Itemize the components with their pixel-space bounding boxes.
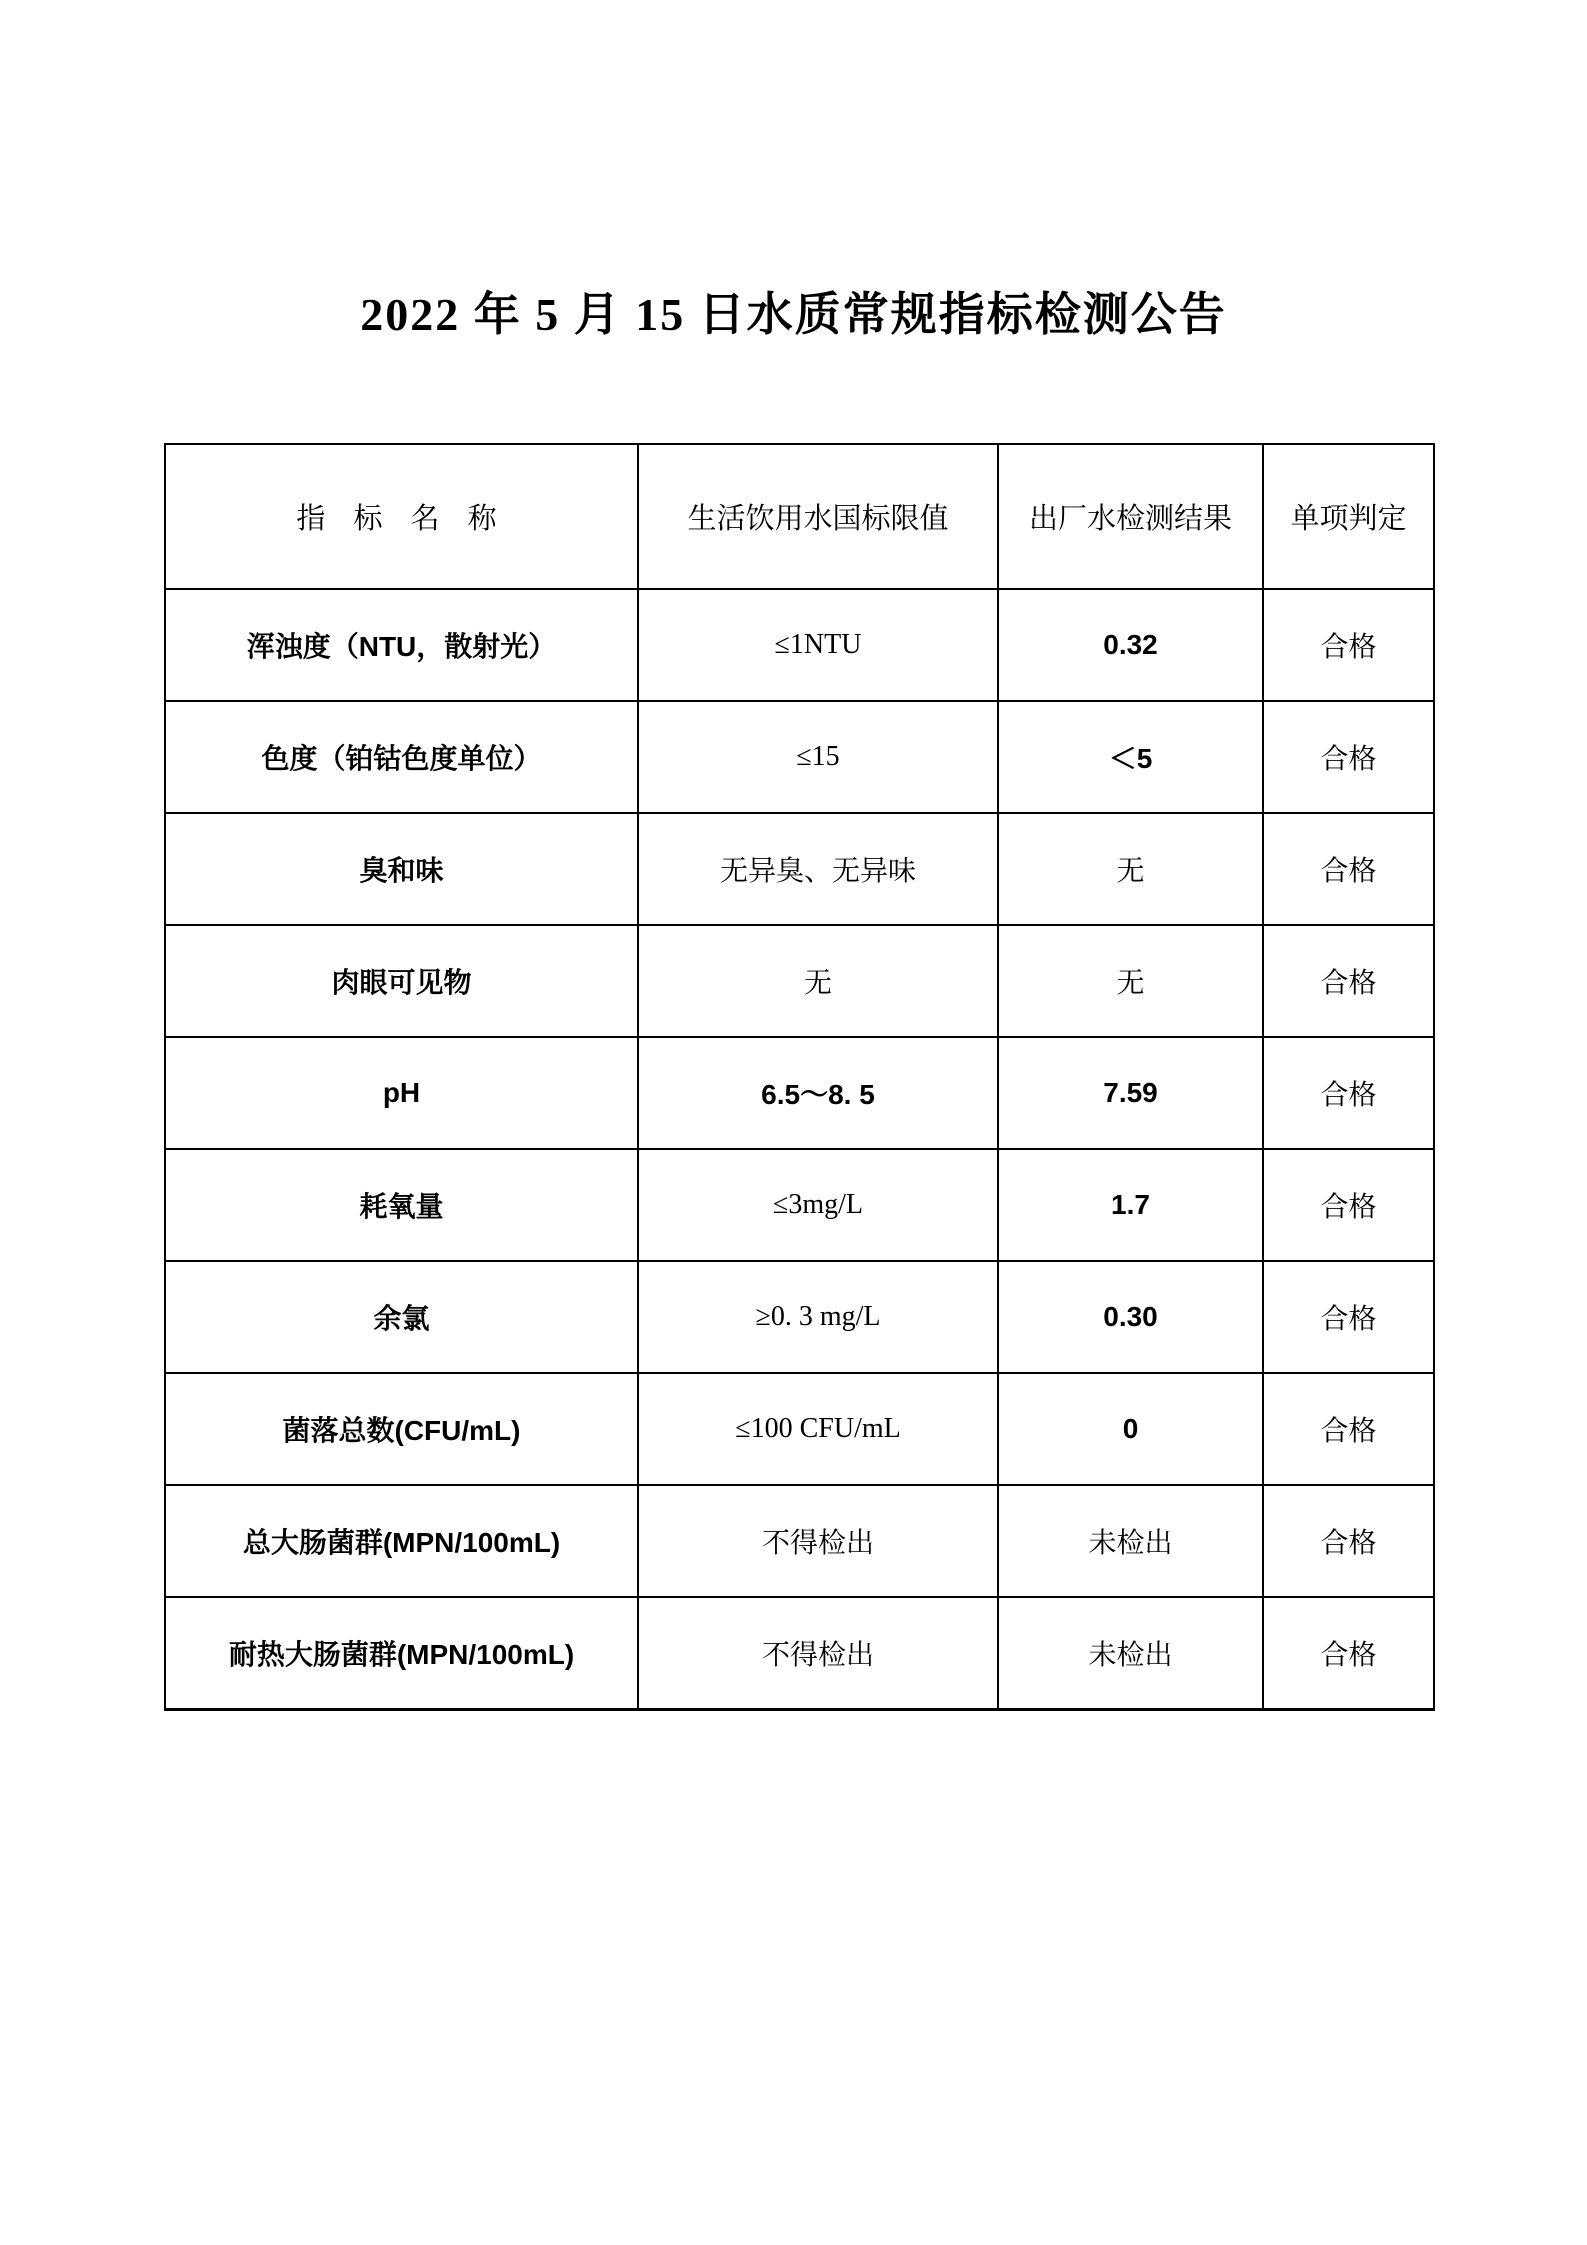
- table-row: [165, 701, 1434, 813]
- cell-verdict: 合格: [1263, 1597, 1434, 1710]
- cell-result: 7.59: [998, 1037, 1263, 1149]
- cell-verdict: 合格: [1263, 701, 1434, 813]
- cell-result: 无: [998, 925, 1263, 1037]
- cell-indicator: 浑浊度（NTU，散射光）: [165, 589, 638, 701]
- cell-limit: ≤1NTU: [638, 589, 998, 701]
- cell-limit: 不得检出: [638, 1597, 998, 1710]
- cell-limit: 6.5～8. 5: [638, 1037, 998, 1149]
- cell-limit: ≤3mg/L: [638, 1149, 998, 1261]
- cell-verdict: 合格: [1263, 1149, 1434, 1261]
- table-row: [165, 1485, 1434, 1597]
- page-title: 2022 年 5 月 15 日水质常规指标检测公告: [360, 289, 1227, 340]
- cell-limit: ≥0. 3 mg/L: [638, 1261, 998, 1373]
- cell-verdict: 合格: [1263, 1261, 1434, 1373]
- cell-indicator: 耗氧量: [165, 1149, 638, 1261]
- cell-result: 0.32: [998, 589, 1263, 701]
- cell-result: 未检出: [998, 1597, 1263, 1710]
- cell-result: 0: [998, 1373, 1263, 1485]
- cell-limit: 无: [638, 925, 998, 1037]
- cell-indicator: 余氯: [165, 1261, 638, 1373]
- cell-limit: 无异臭、无异味: [638, 813, 998, 925]
- cell-result: 1.7: [998, 1149, 1263, 1261]
- cell-indicator: 耐热大肠菌群(MPN/100mL): [165, 1597, 638, 1710]
- column-header-result: 出厂水检测结果: [998, 444, 1263, 589]
- table-row: [165, 925, 1434, 1037]
- cell-indicator: 菌落总数(CFU/mL): [165, 1373, 638, 1485]
- cell-verdict: 合格: [1263, 1373, 1434, 1485]
- cell-result: 无: [998, 813, 1263, 925]
- water-quality-table: [164, 443, 1435, 1711]
- cell-indicator: 色度（铂钴色度单位）: [165, 701, 638, 813]
- cell-limit: 不得检出: [638, 1485, 998, 1597]
- cell-verdict: 合格: [1263, 813, 1434, 925]
- cell-result: 未检出: [998, 1485, 1263, 1597]
- cell-indicator: 臭和味: [165, 813, 638, 925]
- cell-result: 0.30: [998, 1261, 1263, 1373]
- cell-verdict: 合格: [1263, 925, 1434, 1037]
- cell-limit: ≤100 CFU/mL: [638, 1373, 998, 1485]
- column-header-limit: 生活饮用水国标限值: [638, 444, 998, 589]
- cell-limit: ≤15: [638, 701, 998, 813]
- table-header-row: [165, 444, 1434, 589]
- cell-result: ＜5: [998, 701, 1263, 813]
- table-row: [165, 1037, 1434, 1149]
- table-row: [165, 1149, 1434, 1261]
- cell-verdict: 合格: [1263, 589, 1434, 701]
- cell-verdict: 合格: [1263, 1485, 1434, 1597]
- cell-indicator: pH: [165, 1037, 638, 1149]
- cell-indicator: 肉眼可见物: [165, 925, 638, 1037]
- cell-verdict: 合格: [1263, 1037, 1434, 1149]
- table-row: [165, 1261, 1434, 1373]
- table-row: [165, 813, 1434, 925]
- table-row: [165, 1373, 1434, 1485]
- table-row: [165, 1597, 1434, 1710]
- cell-indicator: 总大肠菌群(MPN/100mL): [165, 1485, 638, 1597]
- table-row: [165, 589, 1434, 701]
- column-header-indicator: 指 标 名 称: [165, 444, 638, 589]
- column-header-verdict: 单项判定: [1263, 444, 1434, 589]
